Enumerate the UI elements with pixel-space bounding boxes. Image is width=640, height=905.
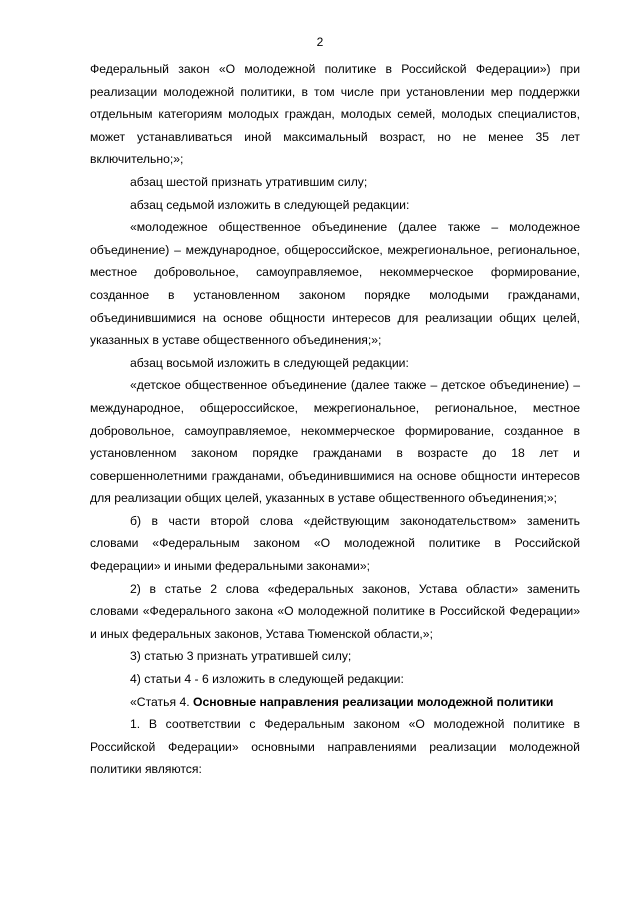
paragraph-article-4-part-1: 1. В соответствии с Федеральным законом «О молодежной политике в Российской Федерации» основными направлениями реализации молодежной политики являются: <box>90 717 580 777</box>
page-number: 2 <box>316 35 324 49</box>
article-prefix: «Статья 4. <box>130 694 190 709</box>
paragraph-abzac-8-intro: абзац восьмой изложить в следующей редакции: <box>130 355 409 370</box>
article-heading <box>90 691 580 714</box>
paragraph-part-b: б) в части второй слова «действующим законодательством» заменить словами «Федеральным законом «О молодежной политике в Российской Федерации» и иными федеральными законами»; <box>90 513 580 574</box>
document-body <box>90 58 580 781</box>
paragraph-children-association-definition: «детское общественное объединение (далее также – детское объединение) – международное, общероссийское, межрегиональное, региональное, местное добровольное, самоуправляемое, некоммерческое формирование, созданное в установленном законом порядке гражданами в возрасте до 18 лет и совершеннолетними гражданами, объединившимися на основе общности интересов для реализации общих целей, указанных в уставе общественного объединения;»; <box>90 378 580 506</box>
paragraph-item-4: 4) статьи 4 - 6 изложить в следующей редакции: <box>130 672 404 687</box>
paragraph-item-3: 3) статью 3 признать утратившей силу; <box>130 649 352 664</box>
paragraph-abzac-7-intro: абзац седьмой изложить в следующей редакции: <box>130 197 410 212</box>
paragraph-youth-association-definition: «молодежное общественное объединение (далее также – молодежное объединение) – международное, общероссийское, межрегиональное, региональное, местное добровольное, самоуправляемое, некоммерческое формирование, созданное в установленном законом порядке молодыми гражданами, объединившимися на основе общности интересов для реализации общих целей, указанных в уставе общественного объединения;»; <box>90 220 580 348</box>
paragraph-abzac-6: абзац шестой признать утратившим силу; <box>130 174 368 189</box>
paragraph-continuation: Федеральный закон «О молодежной политике в Российской Федерации») при реализации молодежной политики, в том числе при установлении мер поддержки отдельным категориям молодых граждан, молодых семей, молодых специалистов, может устанавливаться иной максимальный возраст, но не менее 35 лет включительно;»; <box>90 62 580 167</box>
paragraph-item-2: 2) в статье 2 слова «федеральных законов, Устава области» заменить словами «Федерального закона «О молодежной политике в Российской Федерации» и иных федеральных законов, Устава Тюменской области,»; <box>90 581 580 641</box>
article-title: Основные направления реализации молодежной политики <box>193 694 554 709</box>
